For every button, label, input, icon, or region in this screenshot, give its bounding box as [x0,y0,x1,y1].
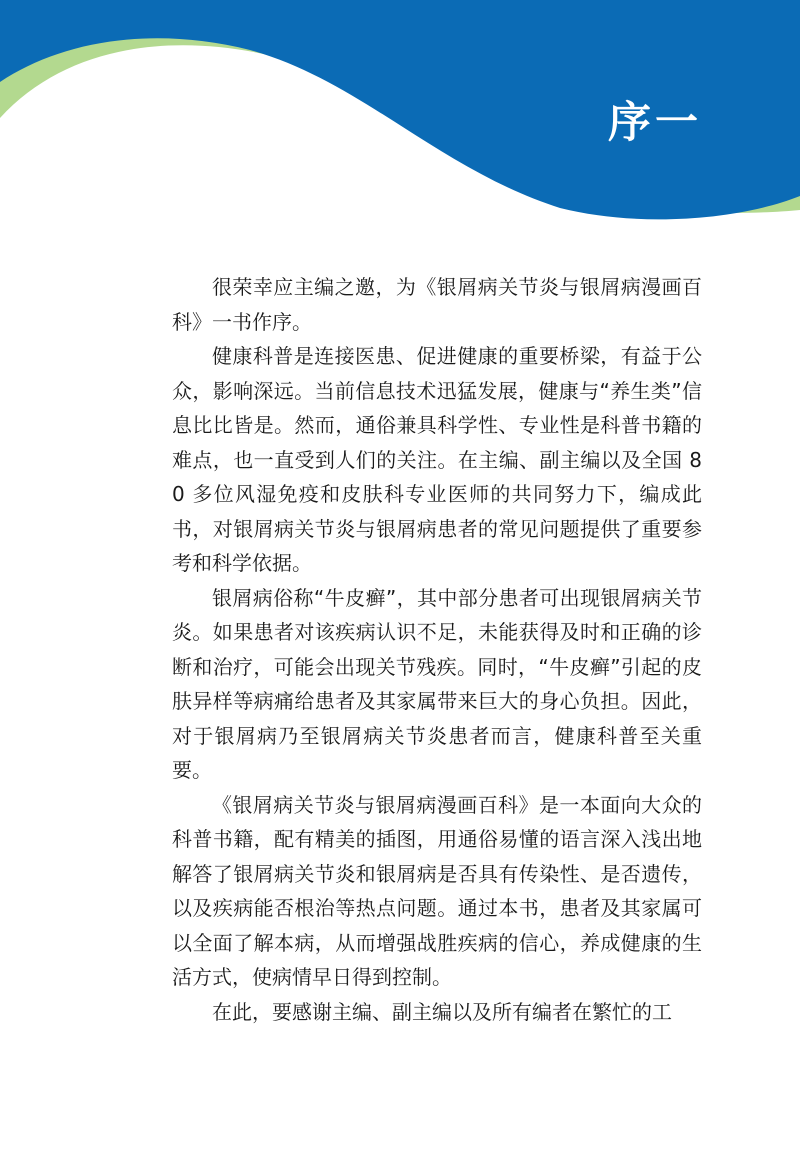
paragraph-5: 在此，要感谢主编、副主编以及所有编者在繁忙的工 [212,999,672,1024]
paragraph-4: 《银屑病关节炎与银屑病漫画百科》是一本面向大众的科普书籍，配有精美的插图，用通俗易懂的语言深入浅出地解答了银屑病关节炎和银屑病是否具有传染性、是否遗传，以及疾病能否根治等热点问题。通过本书，患者及其家属可以全面了解本病，从而增强战胜疾病的信心，养成健康的生活方式，使病情早日得到控制。 [172,792,702,989]
paragraph-1: 很荣幸应主编之邀，为《银屑病关节炎与银屑病漫画百科》一书作序。 [172,275,702,334]
paragraph-2: 健康科普是连接医患、促进健康的重要桥梁，有益于公众，影响深远。当前信息技术迅猛发展，健康与“养生类”信息比比皆是。然而，通俗兼具科学性、专业性是科普书籍的难点，也一直受到人们的关注。在主编、副主编以及全国 80 多位风湿免疫和皮肤科专业医师的共同努力下，编成此书，对银屑病关节炎与银屑病患者的常见问题提供了重要参考和科学依据。 [172,344,702,575]
preface-body [172,270,702,1029]
paragraph-3: 银屑病俗称“牛皮癣”，其中部分患者可出现银屑病关节炎。如果患者对该疾病认识不足，未能获得及时和正确的诊断和治疗，可能会出现关节残疾。同时，“牛皮癣”引起的皮肤异样等病痛给患者及其家属带来巨大的身心负担。因此，对于银屑病乃至银屑病关节炎患者而言，健康科普至关重要。 [172,585,702,782]
page-title: 序一 [608,98,702,148]
